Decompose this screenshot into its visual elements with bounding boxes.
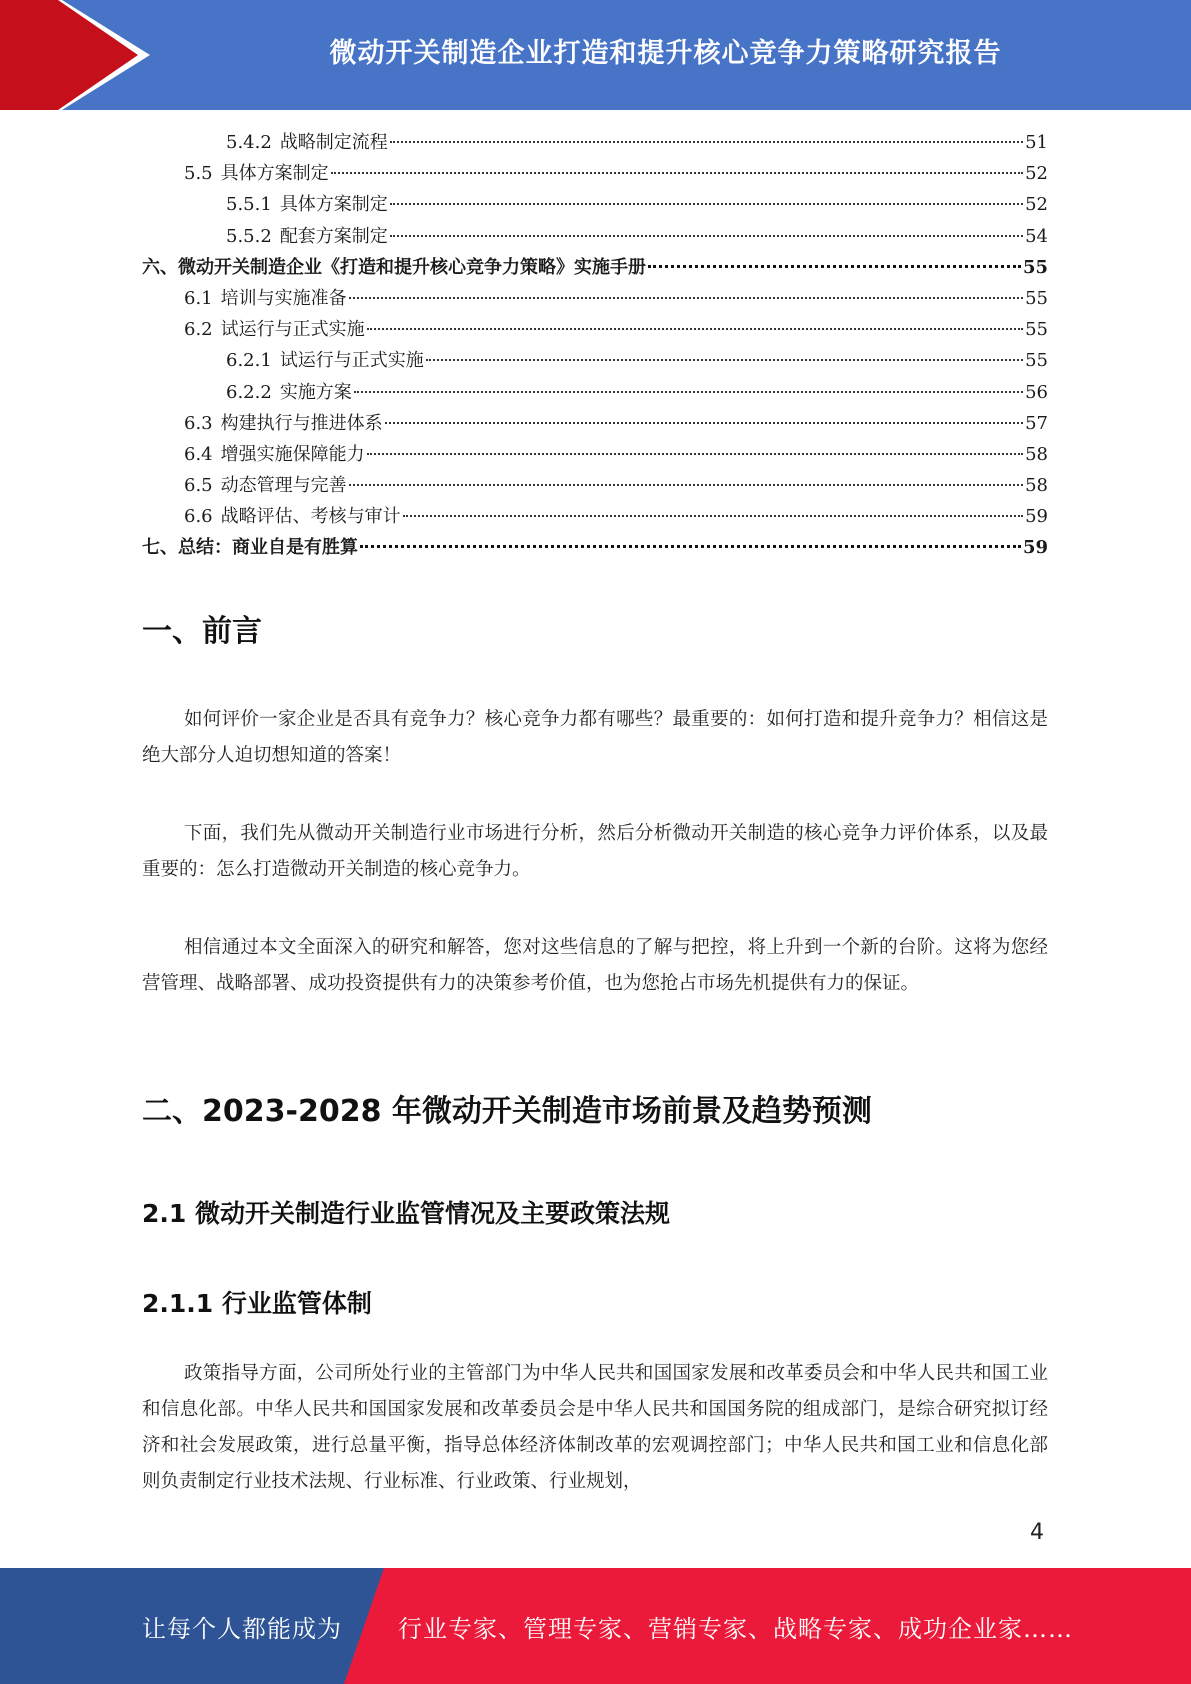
paragraph-3: 相信通过本文全面深入的研究和解答，您对这些信息的了解与把控，将上升到一个新的台阶。这将为您经营管理、战略部署、成功投资提供有力的决策参考价值，也为您抢占市场先机提供有力的保证。 (142, 937, 1048, 994)
toc-dot-leader (403, 515, 1023, 517)
toc-entry[interactable] (142, 502, 1048, 533)
toc-entry[interactable] (142, 315, 1048, 346)
toc-dot-leader (360, 545, 1021, 548)
toc-entry-page: 55 (1025, 287, 1048, 309)
toc-dot-leader (390, 235, 1023, 237)
toc-entry-number: 6.5 (184, 475, 213, 497)
paragraph-1: 如何评价一家企业是否具有竞争力？核心竞争力都有哪些？最重要的：如何打造和提升竞争力？相信这是绝大部分人迫切想知道的答案！ (142, 709, 1048, 766)
toc-entry[interactable] (142, 440, 1048, 471)
toc-dot-leader (367, 328, 1023, 330)
toc-entry[interactable] (142, 346, 1048, 377)
toc-entry-number: 5.4.2 (226, 132, 272, 153)
toc-entry-title: 实施方案 (279, 381, 352, 403)
toc-entry[interactable] (142, 159, 1048, 190)
toc-entry-number: 6.4 (184, 443, 213, 465)
subsection-heading-regulatory-system: 2.1.1 行业监管体制 (142, 1289, 372, 1318)
page-number: 4 (1030, 1520, 1044, 1545)
toc-entry-number: 6.2.1 (226, 350, 272, 372)
toc-entry-number: 6.3 (184, 412, 213, 434)
toc-dot-leader (349, 484, 1023, 486)
toc-entry-page: 58 (1025, 443, 1048, 465)
toc-entry-page: 52 (1025, 194, 1048, 216)
toc-dot-leader (648, 265, 1021, 268)
toc-entry-page: 57 (1025, 412, 1048, 434)
section-heading-market-forecast: 二、2023-2028 年微动开关制造市场前景及趋势预测 (142, 1094, 872, 1129)
toc-entry-title: 增强实施保障能力 (220, 443, 365, 465)
toc-entry-page: 51 (1025, 132, 1048, 153)
toc-entry-title: 战略制定流程 (279, 132, 388, 153)
toc-entry-title: 六、微动开关制造企业《打造和提升核心竞争力策略》实施手册 (142, 256, 646, 278)
toc-entry-page: 55 (1025, 350, 1048, 372)
toc-dot-leader (349, 297, 1023, 299)
footer-slogan-right: 行业专家、管理专家、营销专家、战略专家、成功企业家…… (398, 1614, 1073, 1643)
toc-entry-title: 战略评估、考核与审计 (220, 506, 401, 528)
subsection-heading-regulation: 2.1 微动开关制造行业监管情况及主要政策法规 (142, 1199, 670, 1228)
toc-entry[interactable] (142, 253, 1048, 284)
toc-entry[interactable] (142, 190, 1048, 221)
toc-entry-title: 配套方案制定 (279, 225, 388, 247)
toc-entry-page: 55 (1022, 256, 1048, 278)
toc-entry[interactable] (142, 222, 1048, 253)
toc-dot-leader (385, 422, 1023, 424)
toc-entry[interactable] (142, 471, 1048, 502)
toc-entry-number: 6.2 (184, 319, 213, 341)
toc-dot-leader (367, 453, 1023, 455)
toc-entry-page: 58 (1025, 475, 1048, 497)
toc-dot-leader (390, 141, 1023, 143)
toc-entry-title: 具体方案制定 (220, 163, 329, 185)
toc-entry-number: 6.1 (184, 287, 213, 309)
header-chevron-decoration (0, 0, 160, 110)
section-heading-preface: 一、前言 (142, 614, 262, 649)
toc-entry-title: 动态管理与完善 (220, 475, 347, 497)
header-title: 微动开关制造企业打造和提升核心竞争力策略研究报告 (329, 37, 1002, 69)
paragraph-2: 下面，我们先从微动开关制造行业市场进行分析，然后分析微动开关制造的核心竞争力评价体系，以及最重要的：怎么打造微动开关制造的核心竞争力。 (142, 823, 1048, 880)
toc-dot-leader (331, 172, 1023, 174)
table-of-contents (142, 128, 1048, 565)
paragraph-4: 政策指导方面，公司所处行业的主管部门为中华人民共和国国家发展和改革委员会和中华人民共和国工业和信息化部。中华人民共和国国家发展和改革委员会是中华人民共和国国务院的组成部门，是综合研究拟订经济和社会发展政策，进行总量平衡，指导总体经济体制改革的宏观调控部门；中华人民共和国工业和信息化部则负责制定行业技术法规、行业标准、行业政策、行业规划， (142, 1363, 1048, 1492)
toc-entry-page: 52 (1025, 163, 1048, 185)
toc-entry-page: 55 (1025, 319, 1048, 341)
toc-dot-leader (426, 359, 1023, 361)
toc-entry-title: 试运行与正式实施 (220, 319, 365, 341)
toc-entry-page: 54 (1025, 225, 1048, 247)
toc-entry-title: 培训与实施准备 (220, 287, 347, 309)
toc-entry-number: 5.5 (184, 163, 213, 185)
toc-dot-leader (390, 203, 1023, 205)
toc-entry-title: 七、总结：商业自是有胜算 (142, 537, 358, 559)
toc-entry-page: 59 (1025, 506, 1048, 528)
toc-entry-title: 具体方案制定 (279, 194, 388, 216)
header-banner (0, 0, 1191, 110)
toc-entry[interactable] (142, 378, 1048, 409)
toc-entry-number: 5.5.1 (226, 194, 272, 216)
toc-entry-number: 6.6 (184, 506, 213, 528)
toc-entry-title: 构建执行与推进体系 (220, 412, 383, 434)
toc-entry-title: 试运行与正式实施 (279, 350, 424, 372)
toc-entry-page: 56 (1025, 381, 1048, 403)
toc-entry[interactable] (142, 409, 1048, 440)
footer-slogan-left: 让每个人都能成为 (142, 1614, 342, 1643)
toc-entry-number: 6.2.2 (226, 381, 272, 403)
toc-entry-page: 59 (1022, 537, 1048, 559)
footer-banner (0, 1568, 1191, 1684)
toc-entry[interactable] (142, 128, 1048, 159)
toc-entry[interactable] (142, 284, 1048, 315)
toc-entry-number: 5.5.2 (226, 225, 272, 247)
toc-dot-leader (354, 391, 1023, 393)
toc-entry[interactable] (142, 533, 1048, 564)
